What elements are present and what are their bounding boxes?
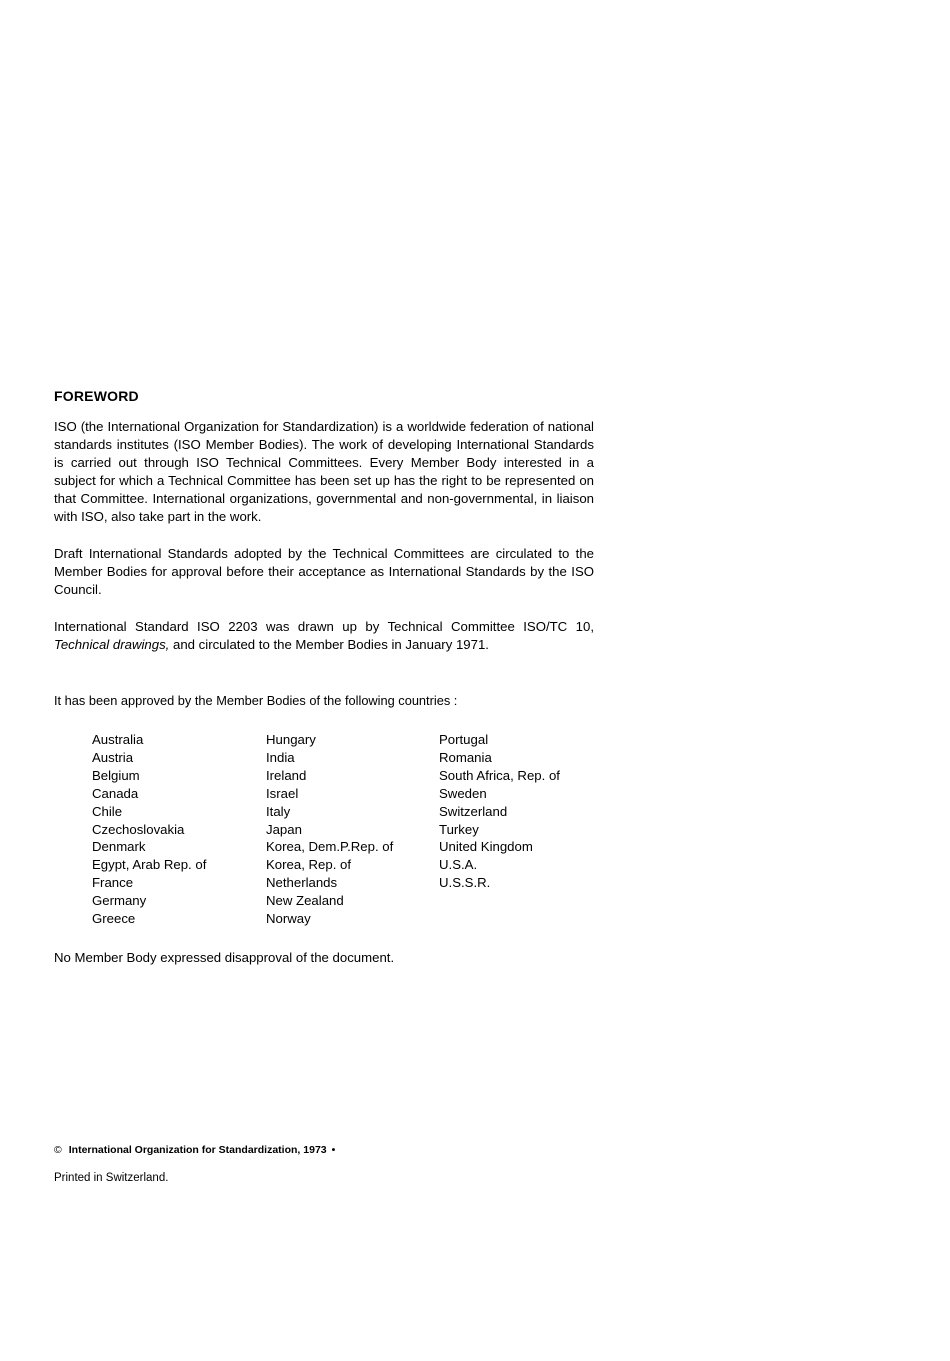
country-item: Canada: [92, 785, 139, 801]
country-column-3: [439, 731, 602, 928]
country-item: Portugal: [439, 732, 489, 747]
country-item: Israel: [266, 785, 299, 801]
country-item: France: [92, 875, 134, 891]
country-item: Greece: [92, 911, 136, 927]
foreword-heading: FOREWORD: [54, 388, 139, 404]
country-item: Netherlands: [266, 875, 338, 891]
country-item: New Zealand: [266, 893, 344, 909]
country-item: Romania: [439, 749, 492, 765]
country-item: Korea, Dem.P.Rep. of: [266, 839, 394, 855]
bullet-icon: •: [331, 1144, 336, 1156]
country-item: Denmark: [92, 839, 146, 855]
copyright-line: [54, 1144, 335, 1156]
country-item: Australia: [92, 732, 144, 747]
country-item: Korea, Rep. of: [266, 857, 352, 873]
approval-statement: It has been approved by the Member Bodies of the following countries :: [54, 693, 458, 708]
country-item: Sweden: [439, 785, 487, 801]
country-list: [92, 731, 602, 928]
country-item: Ireland: [266, 767, 307, 783]
country-item: South Africa, Rep. of: [439, 767, 560, 783]
foreword-paragraph-1: ISO (the International Organization for Standardization) is a worldwide federation of national standards institutes (ISO Member Bodies). The work of developing International Standards is carried out through ISO Technical Committees. Every Member Body interested in a subject for which a Technical Committee has been set up has the right to be represented on that Committee. International organizations, governmental and non-governmental, in liaison with ISO, also take part in the work.: [54, 419, 594, 524]
foreword-paragraph-2: Draft International Standards adopted by the Technical Committees are circulated to the Member Bodies for approval before their acceptance as International Standards by the ISO Council.: [54, 546, 594, 597]
country-item: Norway: [266, 911, 311, 927]
foreword-paragraph-3: [54, 618, 594, 654]
country-item: India: [266, 749, 295, 765]
country-item: U.S.S.R.: [439, 875, 491, 891]
country-item: Egypt, Arab Rep. of: [92, 857, 207, 873]
country-item: Czechoslovakia: [92, 821, 185, 837]
country-item: Hungary: [266, 732, 316, 747]
country-item: Austria: [92, 749, 134, 765]
disapproval-statement: No Member Body expressed disapproval of the document.: [54, 950, 395, 965]
country-item: Germany: [92, 893, 147, 909]
committee-title: Technical drawings,: [54, 636, 170, 652]
country-item: Turkey: [439, 821, 479, 837]
country-column-2: [266, 731, 439, 928]
country-item: United Kingdom: [439, 839, 533, 855]
country-item: Italy: [266, 803, 291, 819]
country-item: Japan: [266, 821, 302, 837]
printed-in-line: Printed in Switzerland.: [54, 1172, 169, 1184]
paragraph-3-text-start: International Standard ISO 2203 was drawn up by Technical Committee ISO/TC 10,: [54, 619, 594, 634]
country-column-1: [92, 731, 266, 928]
country-item: Belgium: [92, 767, 140, 783]
copyright-text: International Organization for Standardization, 1973: [68, 1144, 327, 1156]
country-item: Switzerland: [439, 803, 508, 819]
copyright-symbol: ©: [54, 1144, 62, 1156]
country-item: Chile: [92, 803, 123, 819]
paragraph-3-text-end: and circulated to the Member Bodies in January 1971.: [169, 636, 489, 652]
country-item: U.S.A.: [439, 857, 478, 873]
document-page: [54, 0, 595, 1361]
